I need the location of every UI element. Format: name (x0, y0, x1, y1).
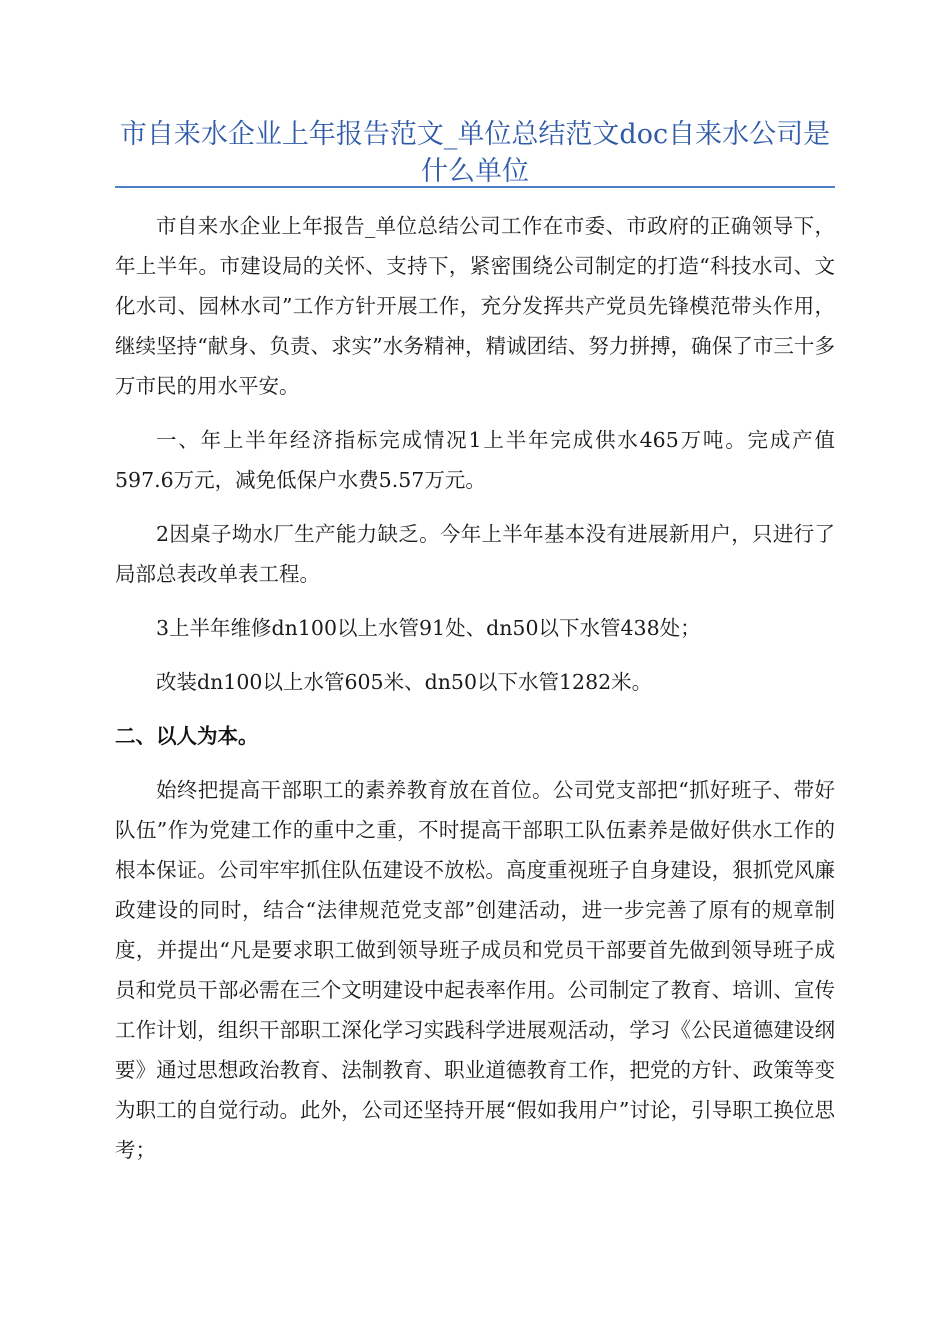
retrofit-paragraph: 改装dn100以上水管605米、dn50以下水管1282米。 (156, 670, 653, 694)
section-paragraph: 始终把提高干部职工的素养教育放在首位。公司党支部把“抓好班子、带好队伍”作为党建工作的重中之重，不时提高干部职工队伍素养是做好供水工作的根本保证。公司牢牢抓住队伍建设不放松。高度重视班子自身建设，狠抓党风廉政建设的同时，结合“法律规范党支部”创建活动，进一步完善了原有的规章制度，并提出“凡是要求职工做到领导班子成员和党员干部要首先做到领导班子成员和党员干部必需在三个文明建设中起表率作用。公司制定了教育、培训、宣传工作计划，组织干部职工深化学习实践科学进展观活动，学习《公民道德建设纲要》通过思想政治教育、法制教育、职业道德教育工作，把党的方针、政策等变为职工的自觉行动。此外，公司还坚持开展“假如我用户”讨论，引导职工换位思考； (115, 778, 835, 1162)
new-users-paragraph: 2因桌子坳水厂生产能力缺乏。今年上半年基本没有进展新用户，只进行了局部总表改单表工程。 (115, 522, 835, 586)
title-underline (115, 186, 835, 188)
document-body (115, 206, 835, 1184)
section-heading: 二、以人为本。 (115, 724, 259, 748)
document-title: 市自来水企业上年报告范文_单位总结范文doc自来水公司是什么单位 (119, 119, 831, 187)
intro-paragraph: 市自来水企业上年报告_单位总结公司工作在市委、市政府的正确领导下，年上半年。市建设局的关怀、支持下，紧密围绕公司制定的打造“科技水司、文化水司、园林水司”工作方针开展工作，充分发挥共产党员先锋模范带头作用，继续坚持“献身、负责、求实”水务精神，精诚团结、努力拼搏，确保了市三十多万市民的用水平安。 (115, 214, 835, 398)
repair-paragraph: 3上半年维修dn100以上水管91处、dn50以下水管438处； (156, 616, 701, 640)
economic-indicators-paragraph: 一、年上半年经济指标完成情况1上半年完成供水465万吨。完成产值597.6万元，减免低保户水费5.57万元。 (115, 428, 835, 492)
